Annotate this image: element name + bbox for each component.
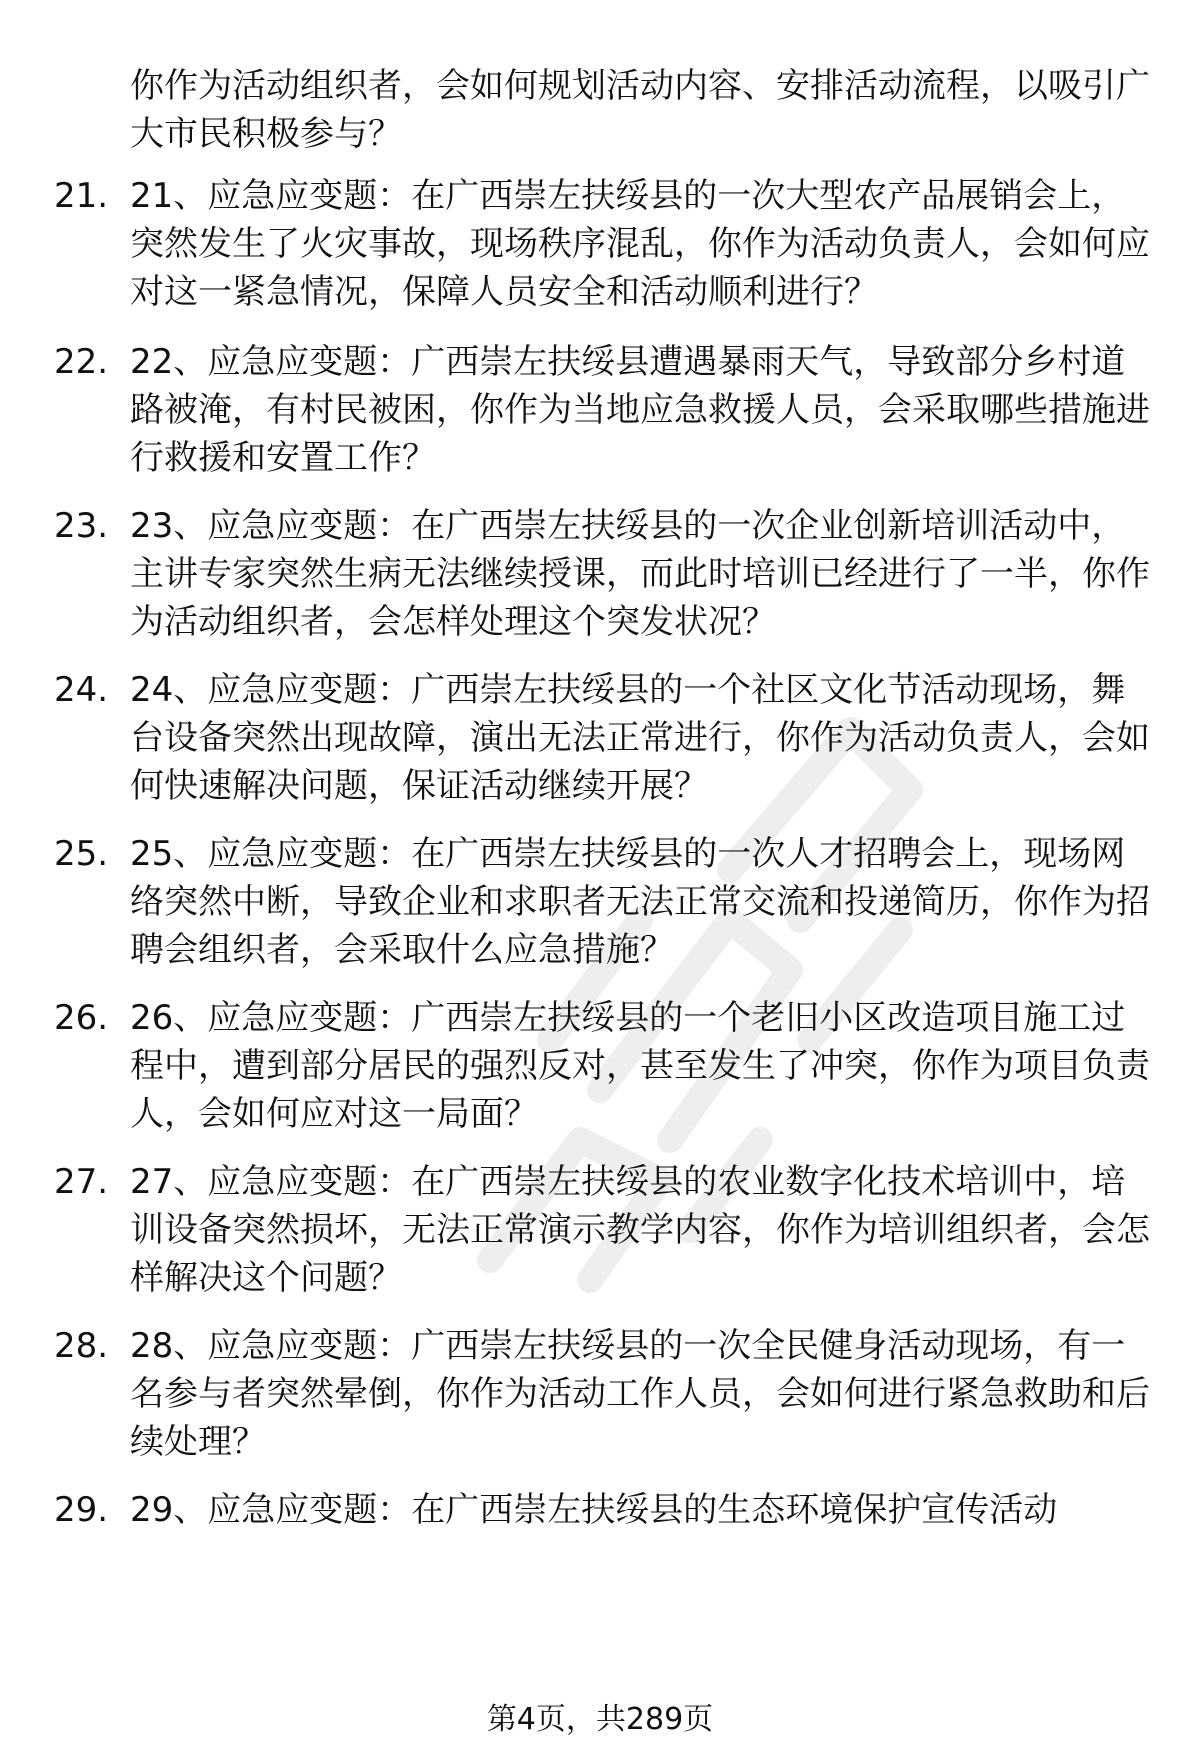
question-number: 28.	[54, 1326, 109, 1366]
question-text: 21、应急应变题：在广西崇左扶绥县的一次大型农产品展销会上，突然发生了火灾事故，现场秩序混乱，你作为活动负责人，会如何应对这一紧急情况，保障人员安全和活动顺利进行？	[130, 176, 1150, 312]
question-number: 23.	[54, 506, 109, 546]
lead-paragraph: 你作为活动组织者，会如何规划活动内容、安排活动流程，以吸引广大市民积极参与？	[130, 66, 1150, 154]
question-number: 29.	[54, 1490, 109, 1530]
question-text: 26、应急应变题：广西崇左扶绥县的一个老旧小区改造项目施工过程中，遭到部分居民的强烈反对，甚至发生了冲突，你作为项目负责人，会如何应对这一局面？	[130, 998, 1150, 1134]
question-text: 25、应急应变题：在广西崇左扶绥县的一次人才招聘会上，现场网络突然中断，导致企业和求职者无法正常交流和投递简历，你作为招聘会组织者，会采取什么应急措施？	[130, 834, 1150, 970]
question-number: 22.	[54, 342, 109, 382]
question-number: 26.	[54, 998, 109, 1038]
question-text: 23、应急应变题：在广西崇左扶绥县的一次企业创新培训活动中，主讲专家突然生病无法继续授课，而此时培训已经进行了一半，你作为活动组织者，会怎样处理这个突发状况？	[130, 506, 1150, 642]
question-number: 24.	[54, 670, 109, 710]
question-number: 21.	[54, 176, 109, 216]
question-text: 24、应急应变题：广西崇左扶绥县的一个社区文化节活动现场，舞台设备突然出现故障，演出无法正常进行，你作为活动负责人，会如何快速解决问题，保证活动继续开展？	[130, 670, 1150, 806]
page-footer: 第4页，共289页	[486, 1702, 714, 1737]
question-number: 27.	[54, 1162, 109, 1202]
question-text: 29、应急应变题：在广西崇左扶绥县的生态环境保护宣传活动	[130, 1490, 1058, 1530]
question-number: 25.	[54, 834, 109, 874]
question-text: 28、应急应变题：广西崇左扶绥县的一次全民健身活动现场，有一名参与者突然晕倒，你作为活动工作人员，会如何进行紧急救助和后续处理？	[130, 1326, 1150, 1462]
question-text: 27、应急应变题：在广西崇左扶绥县的农业数字化技术培训中，培训设备突然损坏，无法正常演示教学内容，你作为培训组织者，会怎样解决这个问题？	[130, 1162, 1150, 1298]
question-text: 22、应急应变题：广西崇左扶绥县遭遇暴雨天气，导致部分乡村道路被淹，有村民被困，你作为当地应急救援人员，会采取哪些措施进行救援和安置工作？	[130, 342, 1150, 478]
